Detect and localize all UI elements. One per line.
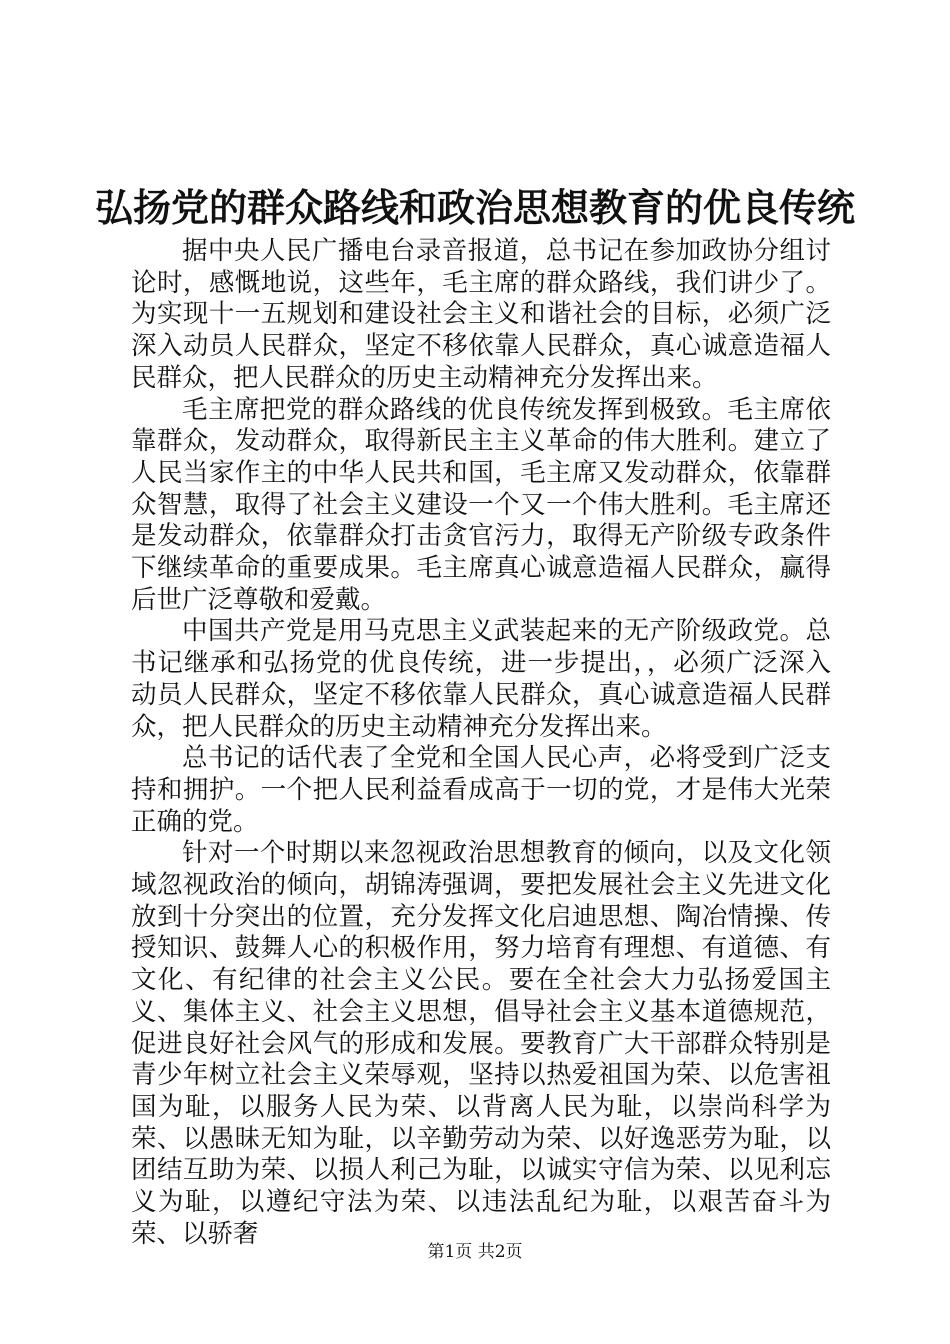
paragraph-5: 针对一个时期以来忽视政治思想教育的倾向，以及文化领域忽视政治的倾向，胡锦涛强调，要把发展社会主义先进文化放到十分突出的位置，充分发挥文化启迪思想、陶冶情操、传授知识、鼓舞人心的积极作用，努力培育有理想、有道德、有文化、有纪律的社会主义公民。要在全社会大力弘扬爱国主义、集体主义、社会主义思想，倡导社会主义基本道德规范，促进良好社会风气的形成和发展。要教育广大干部群众特别是青少年树立社会主义荣辱观，坚持以热爱祖国为荣、以危害祖国为耻，以服务人民为荣、以背离人民为耻，以崇尚科学为荣、以愚昧无知为耻，以辛勤劳动为荣、以好逸恶劳为耻，以团结互助为荣、以损人利己为耻，以诚实守信为荣、以见利忘义为耻，以遵纪守法为荣、以违法乱纪为耻，以艰苦奋斗为荣、以骄奢 xyxy=(131,838,831,1249)
paragraph-2: 毛主席把党的群众路线的优良传统发挥到极致。毛主席依靠群众，发动群众，取得新民主主义革命的伟大胜利。建立了人民当家作主的中华人民共和国，毛主席又发动群众，依靠群众智慧，取得了社会主义建设一个又一个伟大胜利。毛主席还是发动群众，依靠群众打击贪官污力，取得无产阶级专政条件下继续革命的重要成果。毛主席真心诚意造福人民群众，赢得后世广泛尊敬和爱戴。 xyxy=(131,394,831,615)
paragraph-4: 总书记的话代表了全党和全国人民心声，必将受到广泛支持和拥护。一个把人民利益看成高于一切的党，才是伟大光荣正确的党。 xyxy=(131,743,831,837)
paragraph-1: 据中央人民广播电台录音报道，总书记在参加政协分组讨论时，感慨地说，这些年，毛主席的群众路线，我们讲少了。为实现十一五规划和建设社会主义和谐社会的目标，必须广泛深入动员人民群众，坚定不移依靠人民群众，真心诚意造福人民群众，把人民群众的历史主动精神充分发挥出来。 xyxy=(131,236,831,393)
page-footer: 第1页 共2页 xyxy=(427,1242,523,1262)
document-title: 弘扬党的群众路线和政治思想教育的优良传统 xyxy=(94,185,855,230)
paragraph-3: 中国共产党是用马克思主义武装起来的无产阶级政党。总书记继承和弘扬党的优良传统，进一步提出，，必须广泛深入动员人民群众，坚定不移依靠人民群众，真心诚意造福人民群众，把人民群众的历史主动精神充分发挥出来。 xyxy=(131,616,831,742)
document-body xyxy=(131,236,831,1251)
